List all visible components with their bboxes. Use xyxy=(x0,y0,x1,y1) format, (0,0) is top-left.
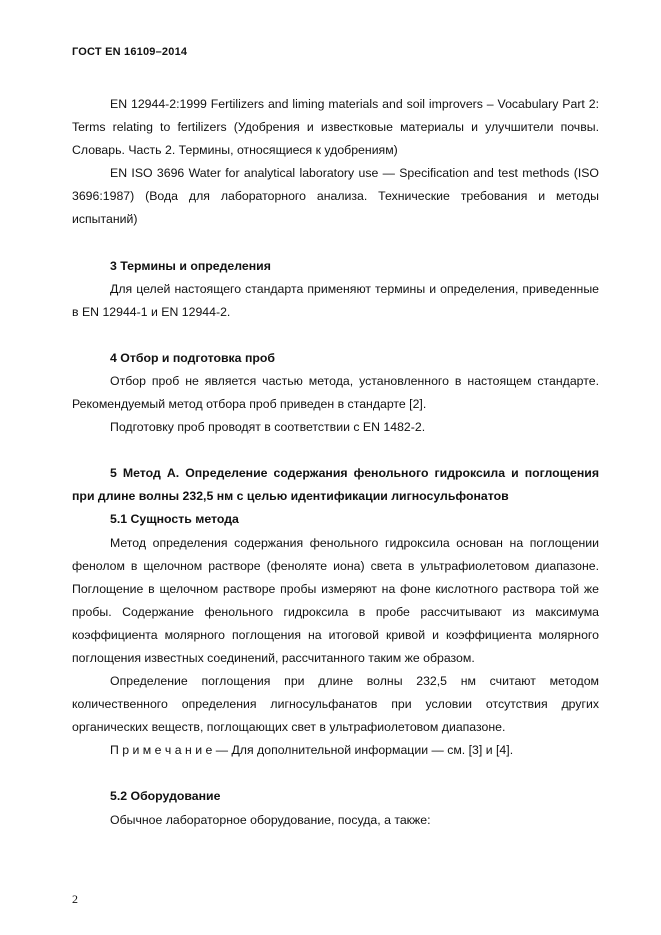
subsection-5-1-paragraph-2: Определение поглощения при длине волны 232,5 нм считают методом количественного определения лигносульфанатов при условии отсутствия других органических веществ, поглощающих свет в ультрафиолетовом диапазоне. xyxy=(72,674,599,735)
section-4-heading: 4 Отбор и подготовка проб xyxy=(110,350,275,365)
document-header: ГОСТ EN 16109–2014 xyxy=(72,46,188,58)
reference-en-iso-3696: EN ISO 3696 Water for analytical laboratory use — Specification and test methods (ISO 3696:1987) (Вода для лабораторного анализа. Технические требования и методы испытаний) xyxy=(72,166,599,227)
subsection-5-2-heading: 5.2 Оборудование xyxy=(110,789,221,804)
section-3-text: Для целей настоящего стандарта применяют термины и определения, приведенные в EN 12944-1 и EN 12944-2. xyxy=(72,281,599,319)
page-body xyxy=(72,93,599,832)
subsection-5-1-paragraph-1: Метод определения содержания фенольного гидроксила основан на поглощении фенолом в щелочном растворе (феноляте иона) света в ультрафиолетовом диапазоне. Поглощение в щелочном растворе пробы измеряют на фоне кислотного раствора той же пробы. Содержание фенольного гидроксила в пробе рассчитывают из максимума коэффициента молярного поглощения на итоговой кривой и коэффициента молярного поглощения известных соединений, рассчитанного таким же образом. xyxy=(72,535,599,665)
section-5-heading: 5 Метод А. Определение содержания фенольного гидроксила и поглощения при длине волны 232,5 нм с целью идентификации лигносульфонатов xyxy=(72,466,599,504)
section-3-heading: 3 Термины и определения xyxy=(110,258,271,273)
reference-en-12944-2: EN 12944-2:1999 Fertilizers and liming materials and soil improvers – Vocabulary Part 2: Terms relating to fertilizers (Удобрения и известковые материалы и улучшители почвы. Словарь. Часть 2. Термины, относящиеся к удобрениям) xyxy=(72,97,599,158)
note-label: П р и м е ч а н и е xyxy=(110,743,213,758)
note-text: — Для дополнительной информации — см. [3] и [4]. xyxy=(212,743,514,758)
page-number: 2 xyxy=(72,892,78,906)
section-4-paragraph-2: Подготовку проб проводят в соответствии с EN 1482-2. xyxy=(110,420,426,435)
subsection-5-1-heading: 5.1 Сущность метода xyxy=(110,512,239,527)
section-4-paragraph-1: Отбор проб не является частью метода, установленного в настоящем стандарте. Рекомендуемый метод отбора проб приведен в стандарте [2]. xyxy=(72,373,599,412)
subsection-5-2-paragraph-1: Обычное лабораторное оборудование, посуда, а также: xyxy=(110,812,431,827)
note xyxy=(72,739,599,762)
